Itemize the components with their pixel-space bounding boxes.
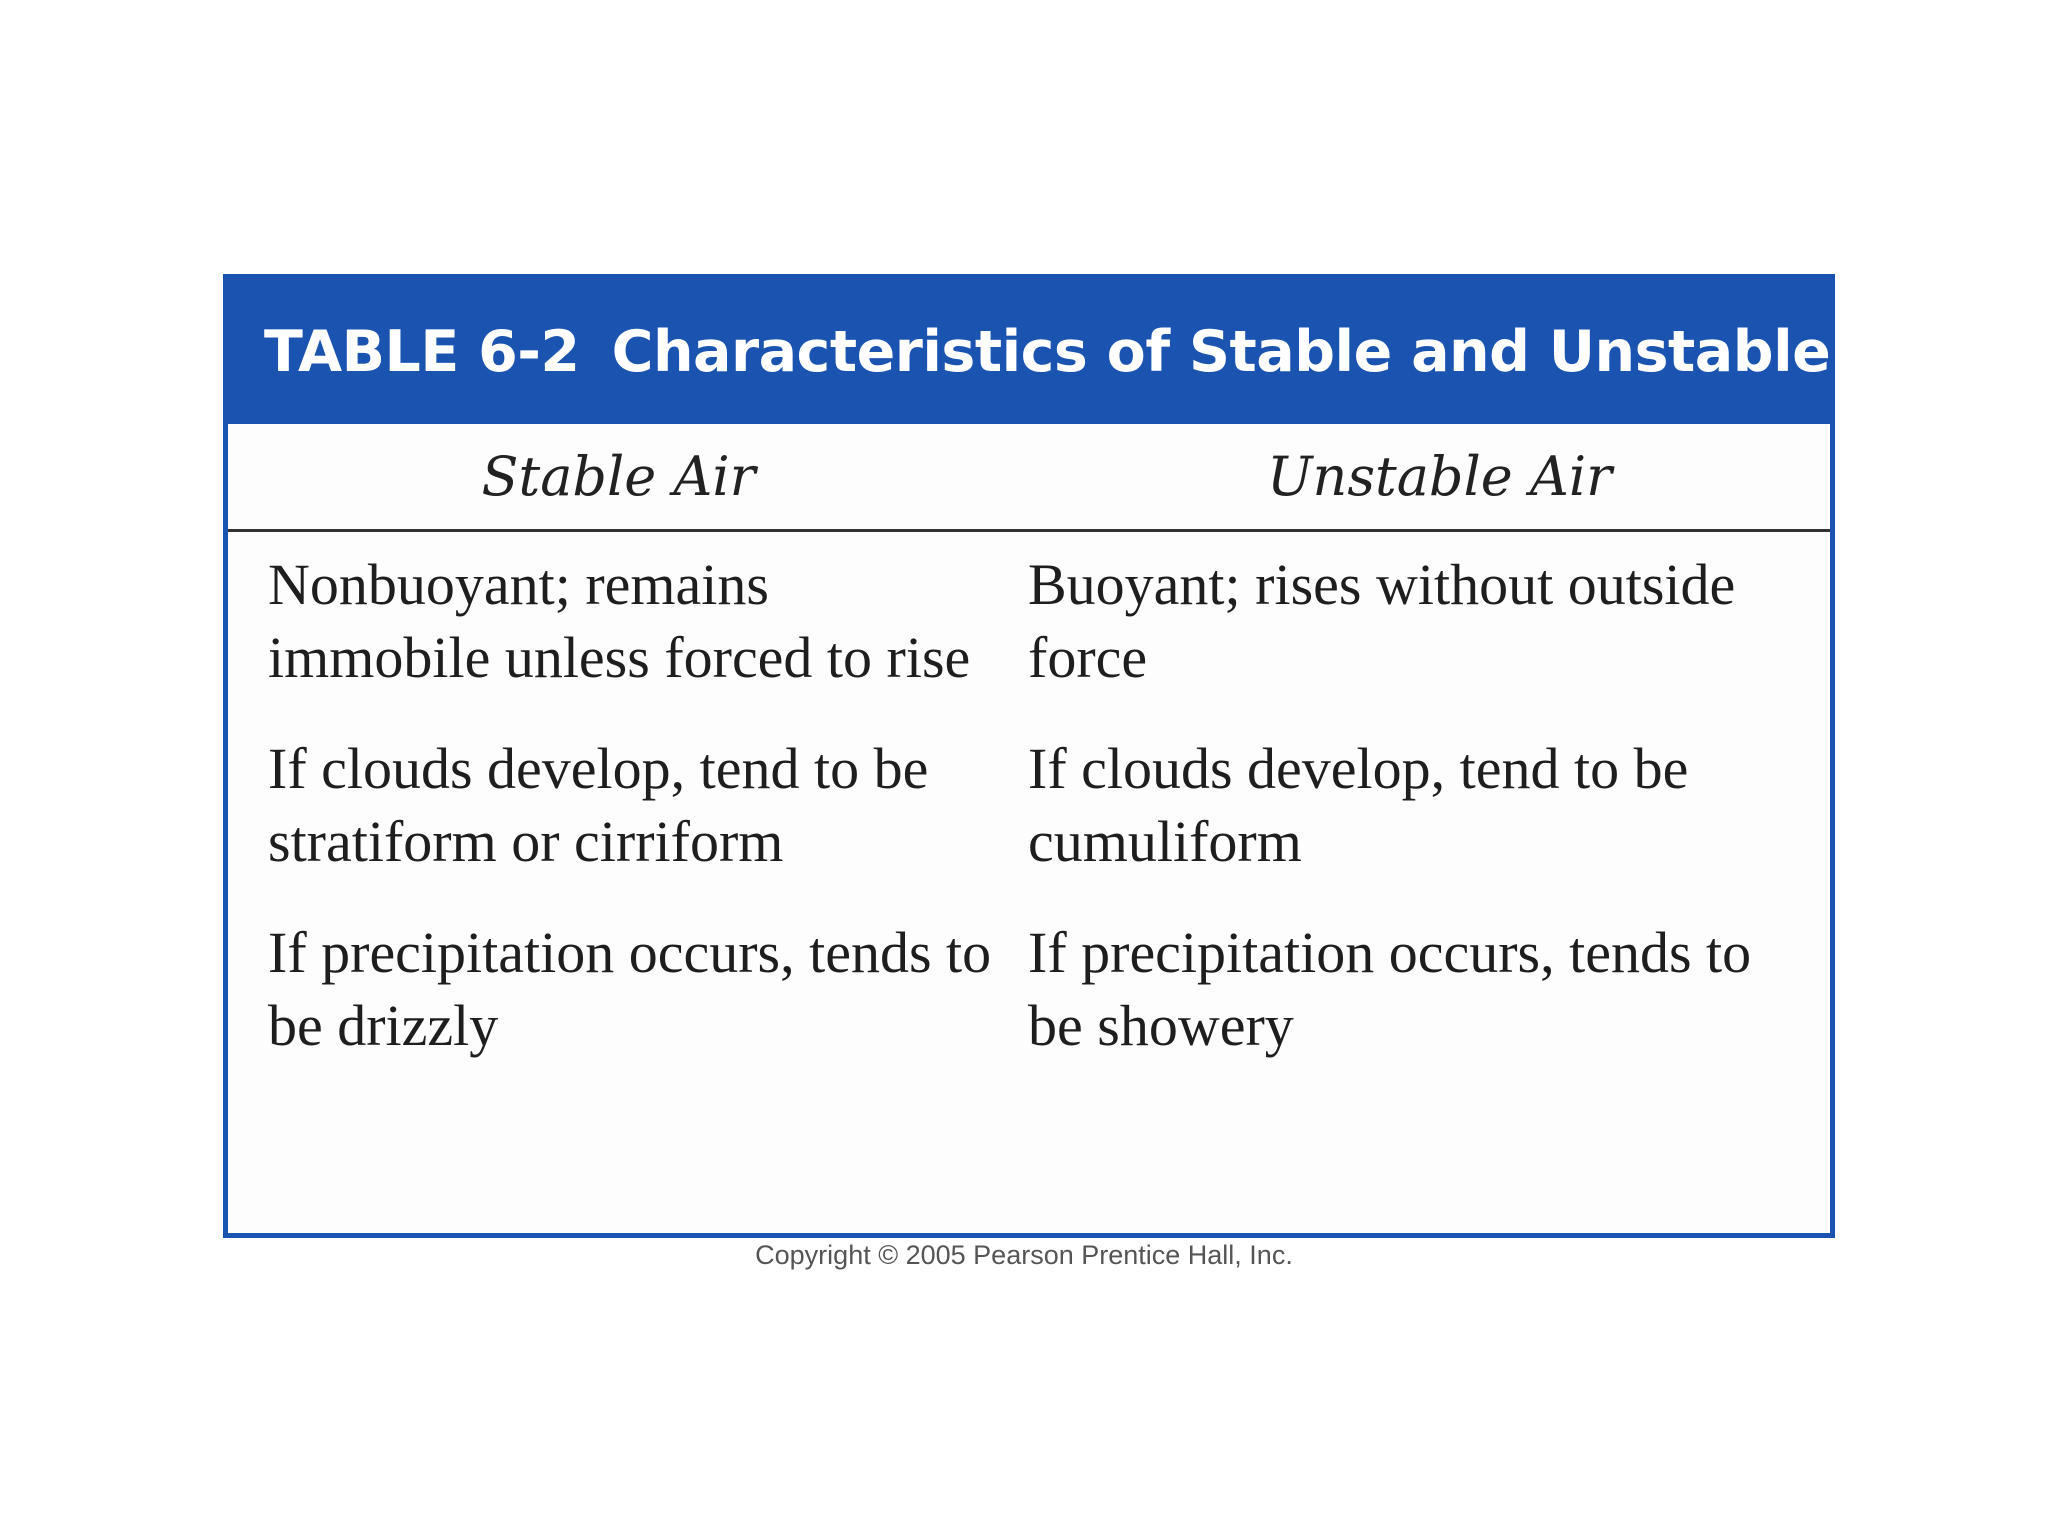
table-cell-unstable: If clouds develop, tend to be cumuliform — [1028, 736, 1689, 874]
characteristics-table — [223, 274, 1940, 1238]
table-number: TABLE 6-2 — [264, 318, 580, 385]
table-row — [228, 548, 1830, 694]
table-cell-unstable: Buoyant; rises without outside force — [1028, 552, 1736, 690]
table-row — [228, 916, 1830, 1062]
table-row — [228, 732, 1830, 878]
table-cell-stable: If clouds develop, tend to be stratiform or cirriform — [268, 736, 929, 874]
table-cell-unstable: If precipitation occurs, tends to be showery — [1028, 920, 1752, 1058]
column-header-stable-air: Stable Air — [481, 445, 756, 508]
table-title-bar — [228, 279, 1940, 424]
table-title-label: Characteristics of Stable and Unstable Air — [611, 318, 1940, 385]
column-header-unstable-air: Unstable Air — [1267, 445, 1612, 508]
copyright-notice: Copyright © 2005 Pearson Prentice Hall, Inc. — [755, 1240, 1293, 1270]
table-cell-stable: Nonbuoyant; remains immobile unless forced to rise — [268, 552, 971, 690]
table-title — [264, 319, 1940, 385]
table-cell-stable: If precipitation occurs, tends to be drizzly — [268, 920, 992, 1058]
table-body — [228, 532, 1830, 1062]
table-header-row — [228, 424, 1830, 532]
